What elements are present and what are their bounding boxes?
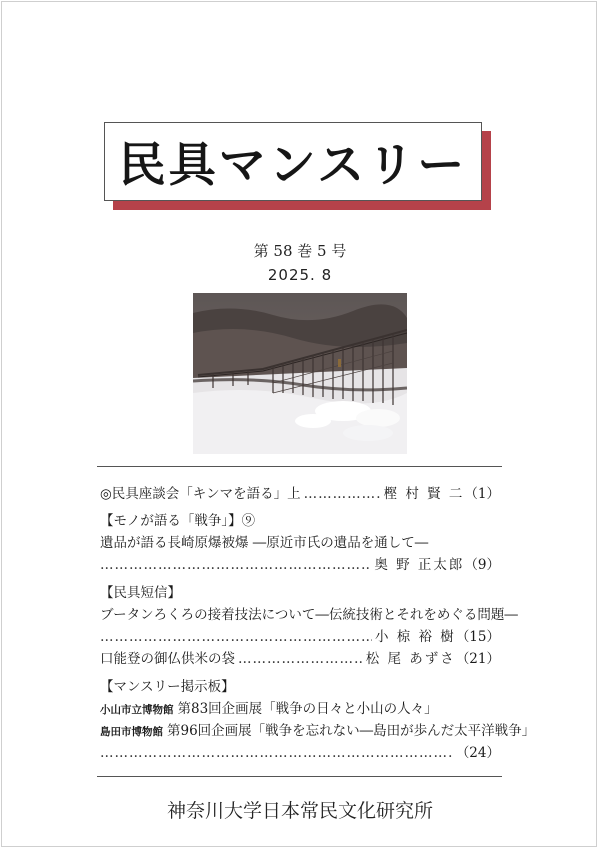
toc-top-rule <box>97 466 502 467</box>
toc-item-3-page: （15） <box>455 629 500 645</box>
cover-photo-image <box>193 293 407 454</box>
journal-title: 民具マンスリー <box>118 138 468 193</box>
toc-item-6-title-line[interactable] <box>100 722 536 741</box>
toc-item-3-title: ブータンろくろの接着技法について―伝統技術とそれをめぐる問題― <box>100 607 518 623</box>
toc-item-6-page-line[interactable] <box>100 744 500 762</box>
toc-item-3-author: 小 椋 裕 樹 <box>374 629 456 645</box>
toc-item-4-title: 口能登の御仏供米の袋 <box>100 651 235 667</box>
toc-item-1[interactable] <box>100 485 500 503</box>
toc-item-1-author: 樫 村 賢 二 <box>383 486 465 502</box>
section-heading-short-notes: 【民具短信】 <box>100 585 181 601</box>
toc-item-5[interactable] <box>100 700 500 719</box>
toc-item-5-title: 第83回企画展「戦争の日々と小山の人々」 <box>177 701 438 717</box>
leader-dots <box>100 628 372 646</box>
toc-item-1-page: （1） <box>464 486 500 502</box>
toc-item-5-venue: 小山市立博物館 <box>100 704 174 716</box>
toc-bottom-rule <box>97 776 502 777</box>
toc-item-6-venue: 島田市博物館 <box>100 726 163 738</box>
toc-item-2-author: 奥 野 正太郎 <box>374 557 465 573</box>
toc-item-2-title: 遺品が語る長崎原爆被爆 ―原近市氏の遺品を通して― <box>100 535 429 551</box>
leader-dots <box>100 556 371 574</box>
volume-issue: 第 58 巻 5 号 <box>253 242 347 260</box>
toc-item-3-author-line[interactable] <box>100 628 500 646</box>
toc-item-2-title-line[interactable] <box>100 534 500 552</box>
toc-item-6-page: （24） <box>455 745 500 761</box>
section-heading-war: 【モノが語る「戦争」】⑨ <box>100 513 256 529</box>
issue-date: 2025. 8 <box>267 266 333 284</box>
toc-item-4-page: （21） <box>455 651 500 667</box>
toc-item-1-title: ◎民具座談会「キンマを語る」上 <box>100 486 301 502</box>
toc-item-4[interactable] <box>100 650 500 668</box>
title-box <box>104 122 482 201</box>
cover-photo <box>193 293 407 454</box>
toc-item-2-page: （9） <box>464 557 500 573</box>
toc-item-2-author-line[interactable] <box>100 556 500 574</box>
toc-item-6-title: 第96回企画展「戦争を忘れない―島田が歩んだ太平洋戦争」 <box>167 723 536 739</box>
toc-item-3-title-line[interactable] <box>100 606 518 624</box>
leader-dots <box>238 650 363 668</box>
leader-dots <box>100 744 453 762</box>
publisher-name: 神奈川大学日本常民文化研究所 <box>166 800 433 822</box>
section-heading-board: 【マンスリー掲示板】 <box>100 679 235 695</box>
toc-item-4-author: 松 尾 あずさ <box>365 651 456 667</box>
leader-dots <box>304 485 381 503</box>
